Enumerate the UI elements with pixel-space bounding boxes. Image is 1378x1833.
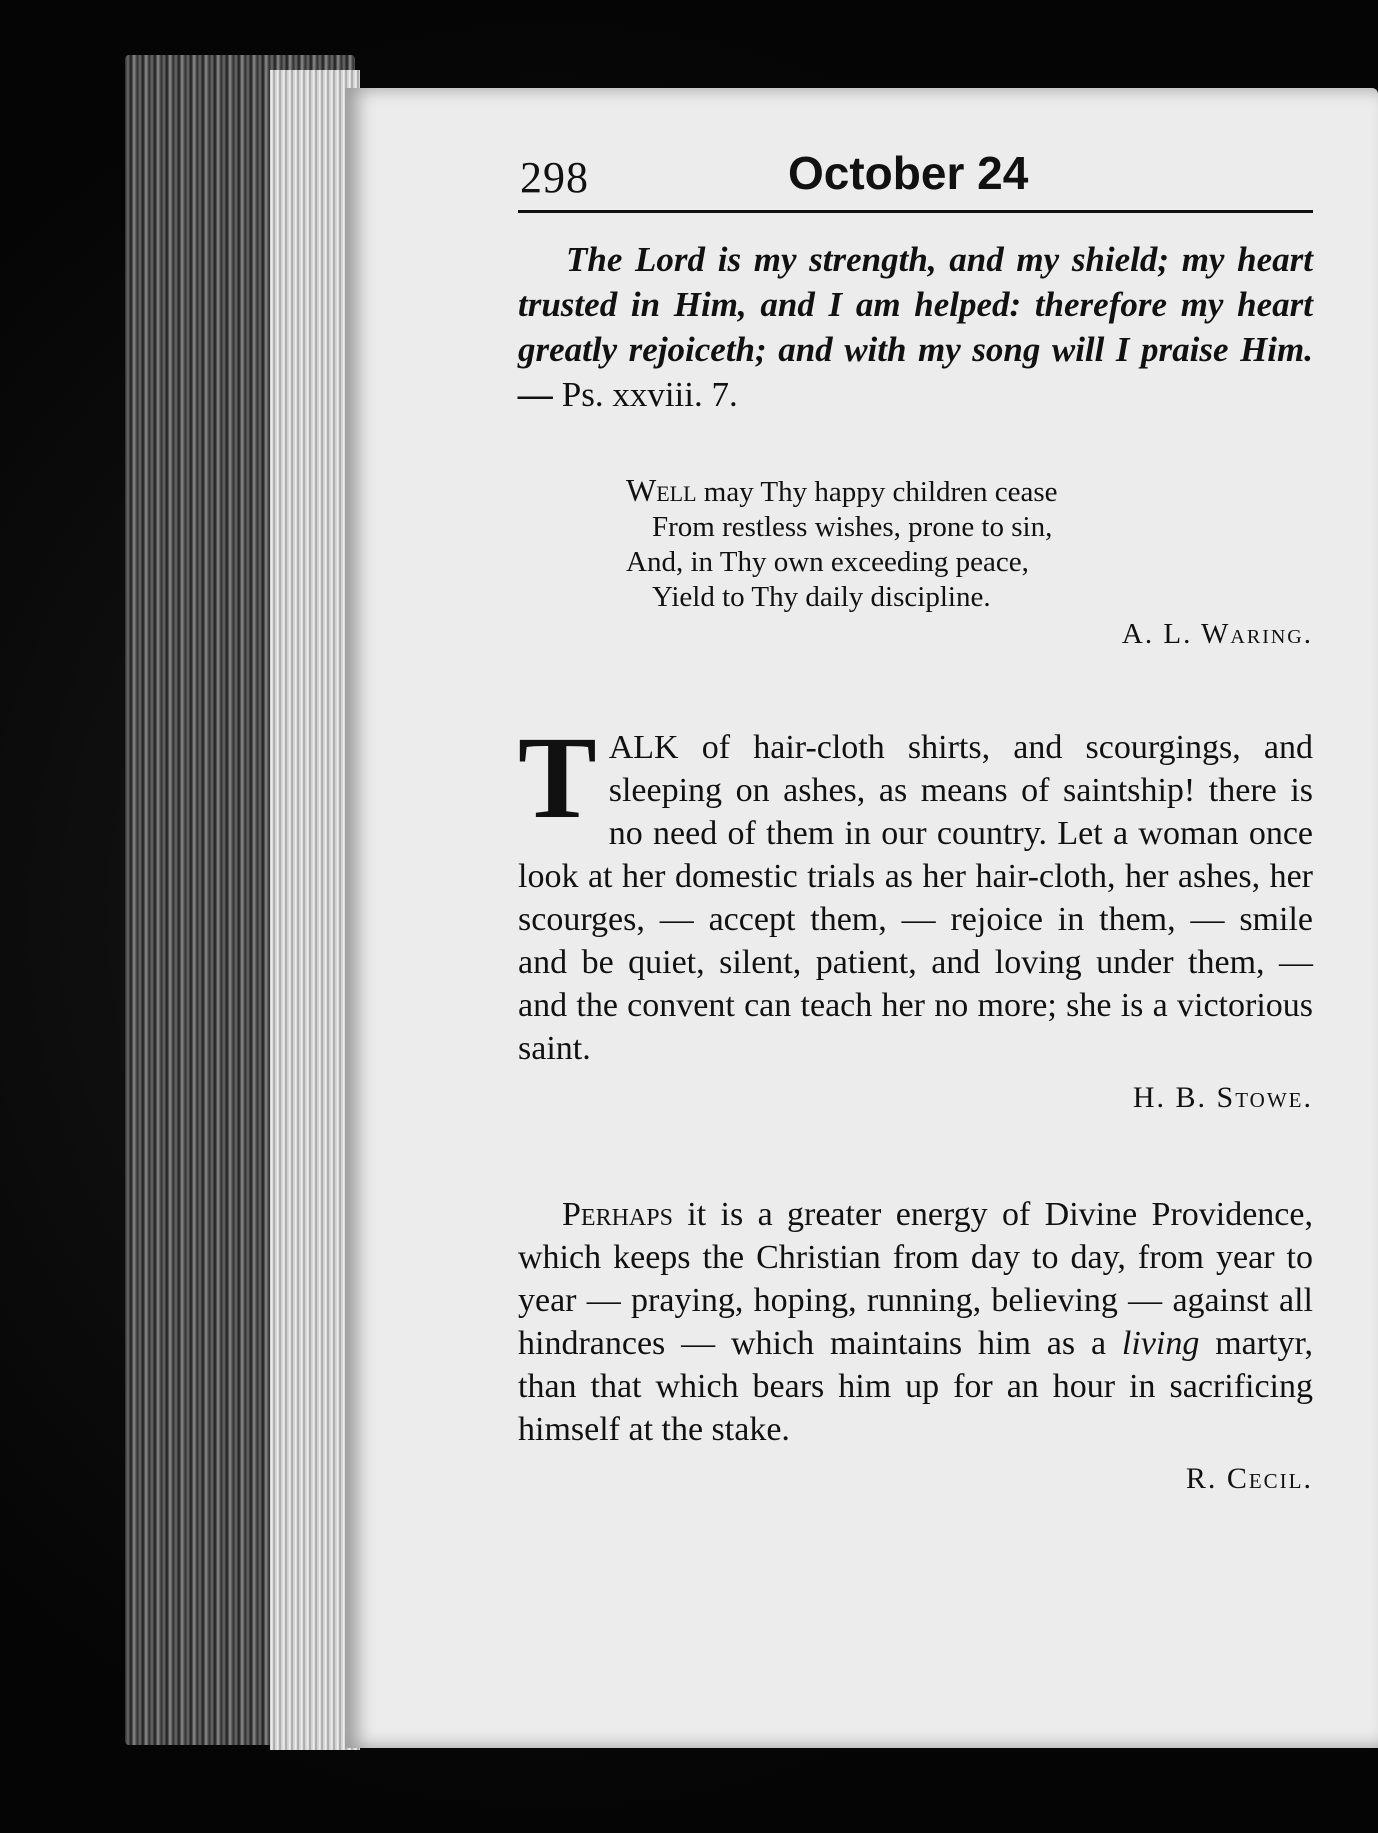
passage-stowe	[518, 712, 1313, 1119]
passage-cecil	[518, 1193, 1313, 1500]
passage-stowe-attribution: H. B. Stowe.	[1132, 1081, 1313, 1114]
passage-cecil-text-1: it is a greater energy of Divine Providence, which keeps the Christian from day to day, from year to year — praying, hoping, running, believing — against all hindrances — which maintains him as a	[518, 1196, 1313, 1362]
page-number: 298	[520, 153, 589, 202]
poem-line-1	[626, 473, 1313, 510]
poem-line-1-text: may Thy happy children cease	[696, 476, 1058, 508]
poem-attribution: A. L. Waring.	[1121, 618, 1313, 650]
passage-stowe-text: ALK of hair-cloth shirts, and scourgings, and sleeping on ashes, as means of saintship! there is no need of them in our country. Let a woman once look at her domestic trials as her hair-cloth, her ashes, her scourges, — accept them, — rejoice in them, — smile and be quiet, silent, patient, and loving under them, — and the convent can teach her no more; she is a victorious saint.	[518, 729, 1313, 1067]
scripture-epigraph	[518, 237, 1313, 417]
epigraph-text: The Lord is my strength, and my shield; my heart trusted in Him, and I am helped: therefore my heart greatly rejoiceth; and with my song will I praise Him. —	[518, 240, 1313, 414]
passage-cecil-text-2: martyr, than that which bears him up for an hour in sacrificing himself at the stake.	[518, 1325, 1313, 1448]
poem	[626, 473, 1313, 652]
poem-line-2: From restless wishes, prone to sin,	[652, 511, 1053, 543]
passage-cecil-italic: living	[1121, 1325, 1200, 1362]
page-header	[518, 130, 1313, 213]
passage-cecil-attribution: R. Cecil.	[1185, 1462, 1313, 1495]
poem-line-3: And, in Thy own exceeding peace,	[626, 546, 1029, 578]
drop-cap: T	[518, 712, 597, 843]
poem-line-4: Yield to Thy daily discipline.	[652, 581, 991, 613]
poem-first-word: Well	[626, 472, 697, 508]
epigraph-reference: Ps. xxviii. 7.	[561, 375, 738, 414]
passage-cecil-lead: Perhaps	[562, 1196, 673, 1233]
page-title: October 24	[788, 147, 1029, 199]
page-content	[518, 130, 1313, 1500]
